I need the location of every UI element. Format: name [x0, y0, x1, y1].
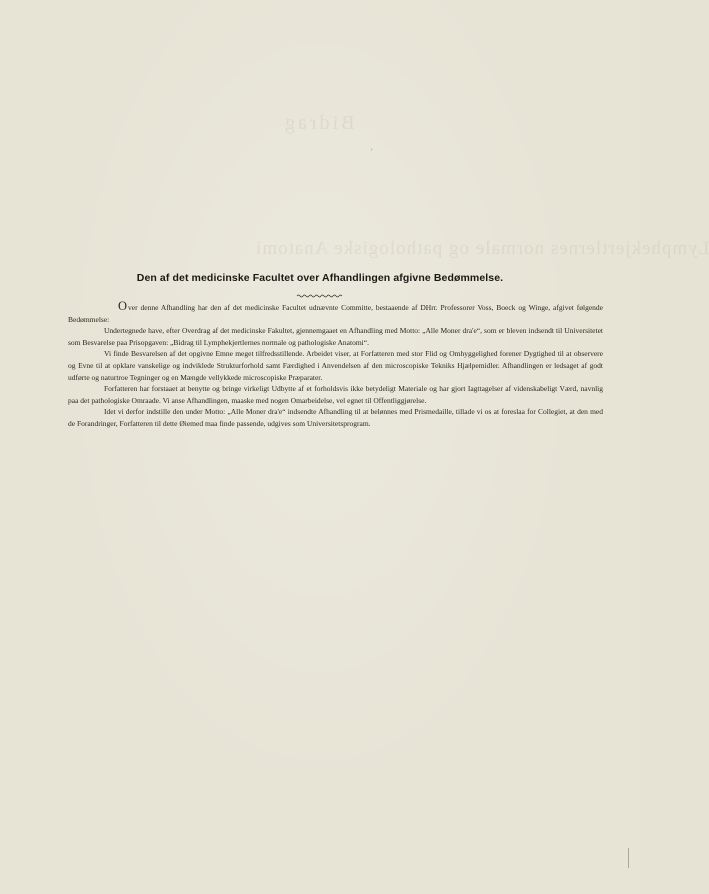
page-heading: Den af det medicinske Facultet over Afhandlingen afgivne Bedømmelse.: [136, 272, 504, 284]
drop-cap: O: [118, 299, 128, 313]
decorative-divider: [297, 294, 343, 298]
ink-speck: ʾ: [370, 148, 374, 159]
assessment-body: [68, 301, 603, 430]
scan-edge-mark: [628, 848, 629, 868]
paragraph-text: ver denne Afhandling har den af det medicinske Facultet udnævnte Committe, bestaaende af DHrr. Professorer Voss, Boeck og Winge, afgivet følgende Bedømmelse:: [68, 303, 603, 324]
paragraph-commission: Undertegnede have, efter Overdrag af det medicinske Fakultet, gjennemgaaet en Afhandling med Motto: „Alle Moner dra'e“, som er bleven indsendt til Universitetet som Besvarelse paa Prisopgaven: „Bidrag til Lymphekjertlernes normale og pathologiske Anatomi“.: [68, 326, 603, 347]
bleed-through-text: Bidrag: [282, 112, 355, 134]
paragraph-evaluation: Vi finde Besvarelsen af det opgivne Emne meget tilfredsstillende. Arbeidet viser, at Forfatteren med stor Flid og Omhyggelighed forener Dygtighed til at observere og Evne til at opklare vanskelige og indviklede Strukturforhold samt Færdighed i Anvendelsen af den microscopiske Tekniks Hjælpemidler. Afhandlingen er ledsaget af godt udførte og naturtroe Tegninger og en Mængde vellykkede microscopiske Præparater.: [68, 349, 603, 382]
paragraph-findings: Forfatteren har forstaaet at benytte og bringe virkeligt Udbytte af et forholdsvis ikke betydeligt Materiale og har gjort Iagttagelser af videnskabeligt Værd, navnlig paa det pathologiske Omraade. Vi anse Afhandlingen, maaske med nogen Omarbeidelse, vel egnet til Offentliggjørelse.: [68, 384, 603, 405]
paragraph-recommendation: Idet vi derfor indstille den under Motto: „Alle Moner dra'e“ indsendte Afhandling til at belønnes med Prismedaille, tillade vi os at foreslaa for Collegiet, at den med de Forandringer, Forfatteren til dette Øiemed maa finde passende, udgives som Universitetsprogram.: [68, 407, 603, 428]
paragraph-introduction: [68, 301, 603, 325]
bleed-through-text: Lymphekjertlernes normale og pathologiske Anatomi: [255, 238, 709, 259]
